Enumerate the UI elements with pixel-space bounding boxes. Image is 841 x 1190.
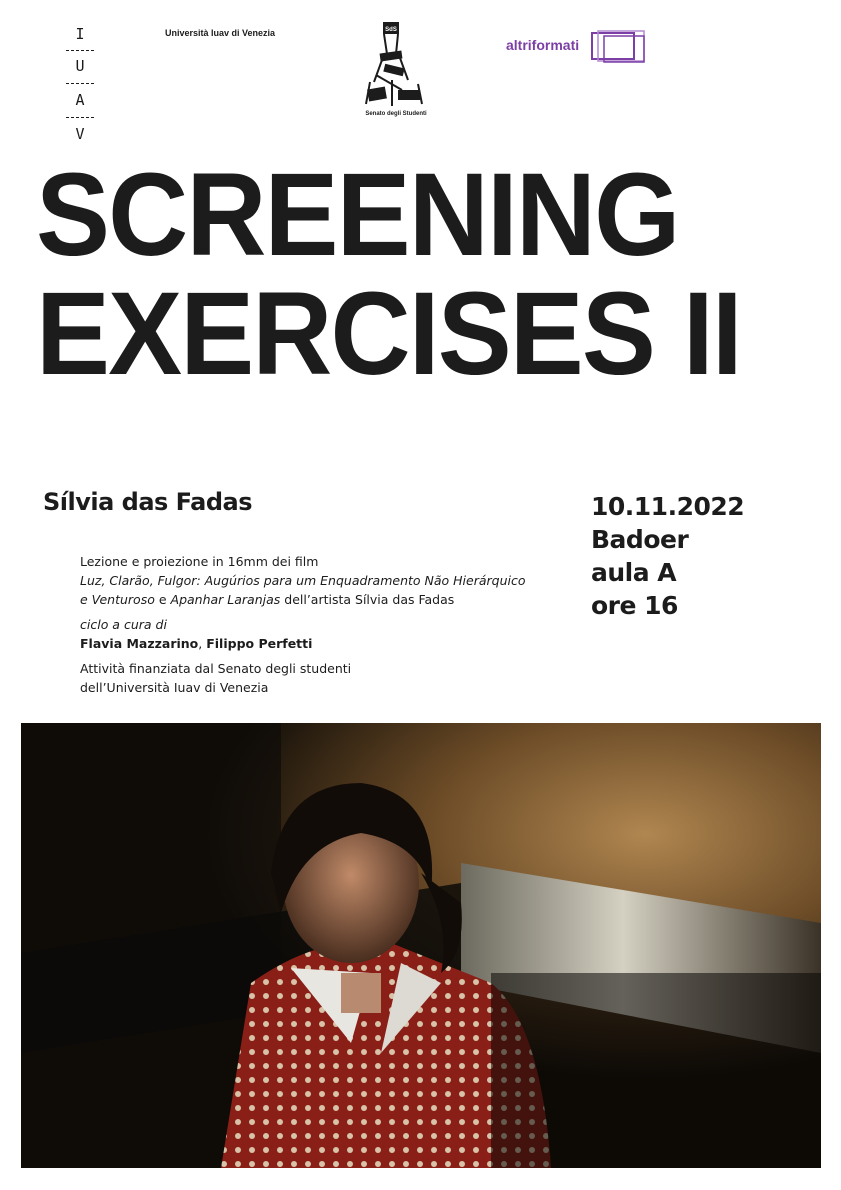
funding-line-2: dell’Università Iuav di Venezia [80,680,269,695]
iuav-letter-i: I [75,25,85,43]
event-info [591,490,744,622]
film-still-illustration [21,723,821,1168]
event-date: 10.11.2022 [591,492,745,521]
event-room: aula A [591,558,677,587]
film-still-photo [21,723,821,1168]
artist-suffix: dell’artista Sílvia das Fadas [280,592,455,607]
stacked-chairs-icon [362,20,430,110]
event-time: ore 16 [591,591,678,620]
sds-caption: Senato degli Studenti [365,111,427,117]
curator-1: Flavia Mazzarino [80,636,199,651]
film-title-1-cont: e Venturoso [80,592,155,607]
funding-line-1: Attività finanziata dal Senato degli studenti [80,661,352,676]
iuav-divider [66,117,94,118]
film-title-1: Luz, Clarão, Fulgor: Augúrios para um Enquadramento Não Hierárquico [80,573,526,588]
artist-name: Sílvia das Fadas [43,488,253,516]
poster-title-line-2: EXERCISES II [36,268,741,400]
curated-by-label: ciclo a cura di [80,617,167,632]
altriformati-frames-icon [590,29,648,65]
description-intro: Lezione e proiezione in 16mm dei film [80,554,319,569]
iuav-logo [60,26,100,146]
conjunction: e [154,592,171,607]
university-name: Università Iuav di Venezia [165,28,276,38]
iuav-letter-v: V [75,125,85,143]
iuav-divider [66,83,94,84]
iuav-letter-u: U [75,57,85,75]
film-title-2: Apanhar Laranjas [170,592,281,607]
event-description [80,552,550,697]
event-venue: Badoer [591,525,689,554]
poster-title-line-1: SCREENING [36,149,679,281]
iuav-divider [66,50,94,51]
film-titles-line-2 [80,590,550,609]
film-title-line [80,571,550,590]
curators-line [80,634,550,653]
sds-initials: SdS [385,27,397,33]
iuav-letter-a: A [75,91,85,109]
sds-logo [362,20,430,124]
curator-separator: , [198,636,207,651]
altriformati-label: altriformati [506,37,580,53]
curator-2: Filippo Perfetti [206,636,313,651]
